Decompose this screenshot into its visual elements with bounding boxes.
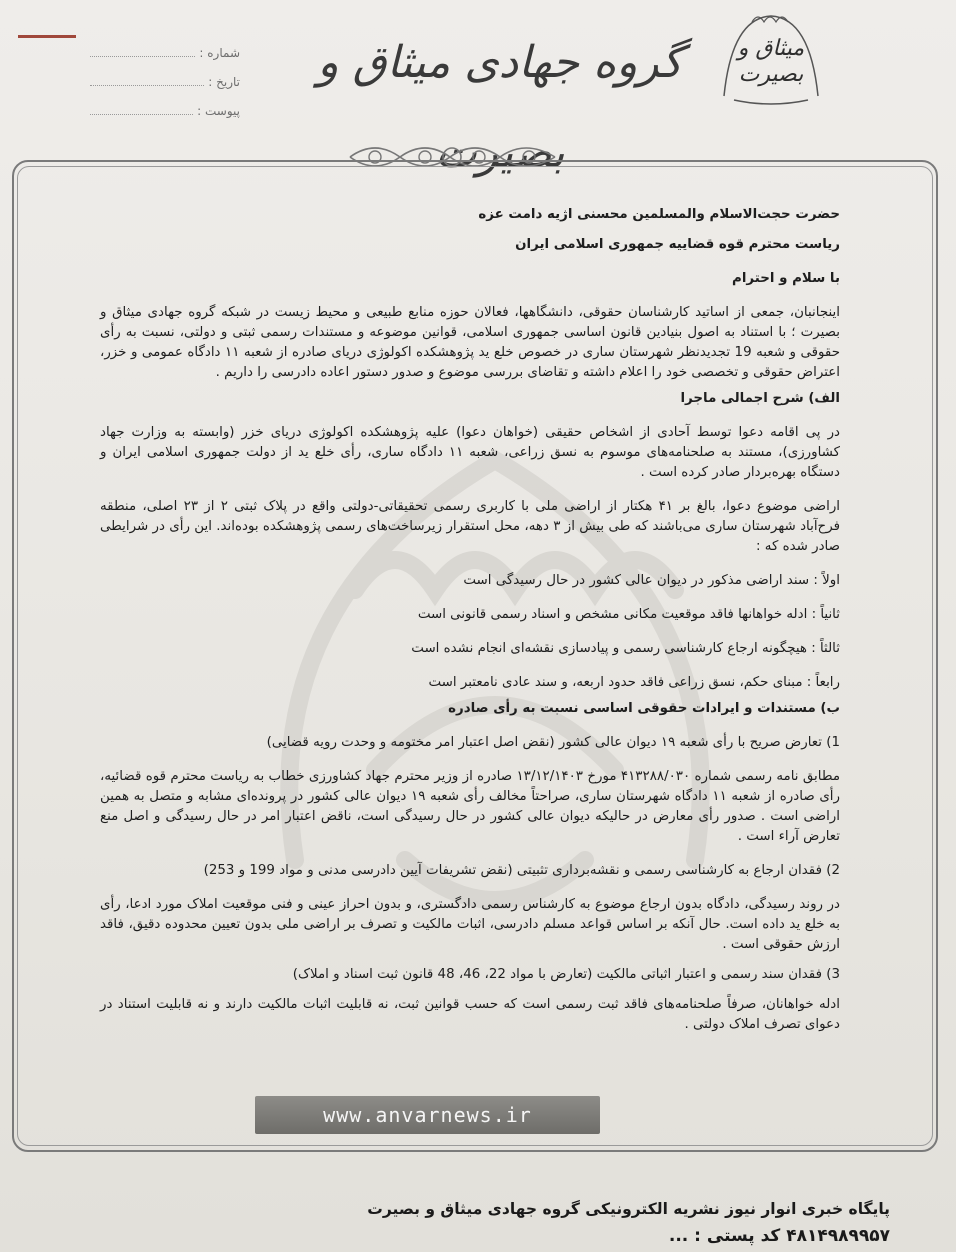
meta-number-line	[90, 48, 195, 57]
letter-meta	[90, 38, 240, 125]
salutation-title: ریاست محترم قوه قضاییه جمهوری اسلامی ایران	[515, 237, 840, 252]
list-item: ثالثاً : هیچگونه ارجاع کارشناسی رسمی و پیادسازی نقشه‌ای انجام نشده است	[411, 641, 840, 656]
list-item: اولاً : سند اراضی مذکور در دیوان عالی کشور در حال رسیدگی است	[463, 573, 840, 588]
b1-title: 1) تعارض صریح با رأی شعبه ۱۹ دیوان عالی کشور (نقض اصل اعتبار امر مختومه و وحدت رویه قضایی)	[266, 735, 840, 750]
b1-paragraph: مطابق نامه رسمی شماره ۴۱۳۲۸۸/۰۳۰ مورخ ۱۳/۱۲/۱۴۰۳ صادره از وزیر محترم جهاد کشاورزی خطاب به ریاست محترم قوه قضائیه، رأی صادره از شعبه ۱۱ دادگاه شهرستان ساری، صراحتاً مخالف رأی شعبه ۱۹ دیوان عالی کشور در پرونده‌ای مشابه و متصل به همین اراضی است . صدور رأی معارض در حالیکه دیوان عالی کشور در حال رسیدگی است، ناقض اعتبار امر در حال رسیدگی و اصل منع تعارض آراء است .	[100, 769, 840, 844]
organization-title: گروه جهادی میثاق و بصیرت	[317, 37, 683, 178]
section-b-title: ب) مستندات و ایرادات حقوقی اساسی نسبت به رأی صادره	[448, 701, 840, 716]
meta-date	[90, 67, 240, 96]
footer-publisher: پایگاه خبری انوار نیوز نشریه الکترونیکی گروه جهادی میثاق و بصیرت	[367, 1200, 890, 1218]
b3-paragraph: ادله خواهانان، صرفاً صلحنامه‌های فاقد ثبت رسمی است که حسب قوانین ثبت، نه قابلیت اثبات مالکیت دارند و نه قابلیت استناد در دعوای تصرف املاک دولتی .	[100, 997, 840, 1032]
salutation-recipient: حضرت حجت‌الاسلام والمسلمین محسنی اژیه دامت عزه	[478, 207, 840, 222]
section-a-title: الف) شرح اجمالی ماجرا	[680, 391, 840, 406]
meta-attachment-label: پیوست :	[197, 103, 240, 118]
footer-contact: ۴۸۱۴۹۸۹۹۵۷ کد پستی : ...	[668, 1226, 890, 1246]
meta-number	[90, 38, 240, 67]
b2-paragraph: در روند رسیدگی، دادگاه بدون ارجاع موضوع به کارشناس رسمی دادگستری، و بدون احراز عینی و فنی موقعیت املاک مورد ادعا، رأی به خلع ید داده است. حال آنکه بر اساس قواعد مسلم دادرسی، اثبات مالکیت و تصرف بر اراضی ملی بدون تعیین محدوده دقیق، فاقد ارزش حقوقی است .	[100, 897, 840, 952]
list-item: ثانیاً : ادله خواهانها فاقد موقعیت مکانی مشخص و اسناد رسمی قانونی است	[417, 607, 840, 622]
red-accent-line	[18, 35, 76, 38]
section-a-paragraph-2: اراضی موضوع دعوا، بالغ بر ۴۱ هکتار از اراضی ملی با کاربری رسمی تحقیقاتی-دولتی واقع در پلاک ثبتی ۲ از ۲۳ اصلی، منطقه فرح‌آباد شهرستان ساری می‌باشند که طی بیش از ۳ دهه، محل استقرار زیرساخت‌های رسمی پژوهشکده بوده‌اند. این رأی در شرایطی صادر شده که :	[100, 499, 841, 554]
website-url: www.anvarnews.ir	[323, 1103, 532, 1127]
meta-attachment	[90, 96, 240, 125]
section-a-paragraph-1: در پی اقامه دعوا توسط آحادی از اشخاص حقیقی (خواهان دعوا) علیه پژوهشکده اکولوژی دریای خزر (وابسته به وزارت جهاد کشاورزی)، مستند به صلحنامه‌های موسوم به نسق زراعی، شعبه ۱۱ دادگاه ساری، رأی خلع ید از دولت جمهوری اسلامی ایران و دستگاه بهره‌بردار صادر کرده است .	[100, 425, 841, 480]
greeting: با سلام و احترام	[732, 271, 840, 286]
b3-title: 3) فقدان سند رسمی و اعتبار اثباتی مالکیت (تعارض با مواد 22، 46، 48 قانون ثبت اسناد و املاک)	[292, 967, 840, 982]
list-item: رابعاً : مبنای حکم، نسق زراعی فاقد حدود اربعه، و سند عادی نامعتبر است	[428, 675, 840, 690]
logo-text: میثاق و بصیرت	[737, 36, 805, 87]
meta-date-label: تاریخ :	[208, 74, 240, 89]
organization-logo	[712, 8, 830, 108]
meta-number-label: شماره :	[199, 45, 240, 60]
intro-paragraph: اینجانبان، جمعی از اساتید کارشناسان حقوقی، دانشگاهها، فعالان حوزه منابع طبیعی و محیط زیست در شبکه گروه جهادی میثاق و بصیرت ؛ با استناد به اصول بنیادین قانون اساسی جمهوری اسلامی، قوانین موضوعه و مستندات رسمی ثبتی و دولتی، نسبت به رأی حقوقی و شعبه 19 تجدیدنظر شهرستان ساری در خصوص خلع ید پژوهشکده اکولوژی دریای صادره از شعبه ۱۱ دادگاه عمومی و خزر، اعتراض حقوقی و تخصصی خود را اعلام داشته و تقاضای بررسی موضوع و صدور دستور اعاده دادرسی را داریم .	[100, 305, 840, 380]
letter-body	[100, 205, 840, 1035]
b2-title: 2) فقدان ارجاع به کارشناسی رسمی و نقشه‌برداری تثبیتی (نقض تشریفات آیین دادرسی مدنی و مواد 199 و 253)	[203, 863, 840, 878]
meta-attachment-line	[90, 106, 193, 115]
meta-date-line	[90, 77, 204, 86]
